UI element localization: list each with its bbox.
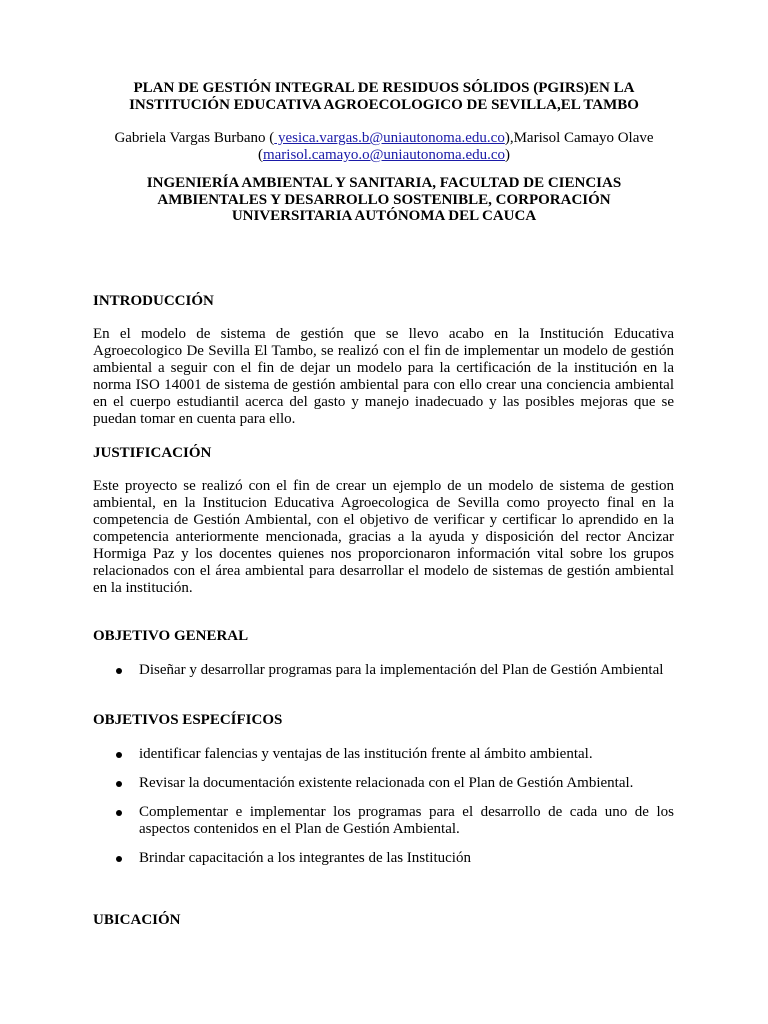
- list-item: [93, 850, 674, 867]
- authors-block: [90, 130, 678, 164]
- list-item: [93, 804, 674, 838]
- document-title: [90, 80, 678, 114]
- author-2-email-link[interactable]: marisol.camayo.o@uniautonoma.edu.co: [262, 147, 506, 163]
- bullet-icon: [116, 810, 122, 816]
- affiliation-line-3: UNIVERSITARIA AUTÓNOMA DEL CAUCA: [231, 208, 537, 224]
- bullet-icon: [116, 752, 122, 758]
- bullet-icon: [116, 856, 122, 862]
- objetivos-especificos-heading: OBJETIVOS ESPECÍFICOS: [93, 712, 283, 728]
- affiliation-line-2: AMBIENTALES Y DESARROLLO SOSTENIBLE, CORPORACIÓN: [157, 191, 611, 208]
- open-paren: (: [257, 147, 263, 163]
- title-line-2: INSTITUCIÓN EDUCATIVA AGROECOLOGICO DE SEVILLA,EL TAMBO: [129, 97, 639, 113]
- affiliation-line-1: INGENIERÍA AMBIENTAL Y SANITARIA, FACULTAD DE CIENCIAS: [146, 175, 622, 191]
- list-item-text: Complementar e implementar los programas para el desarrollo de cada uno de los aspectos contenidos en el Plan de Gestión Ambiental.: [139, 804, 674, 837]
- author-separator: ),Marisol Camayo Olave: [504, 130, 654, 146]
- list-item: [93, 662, 674, 679]
- justificacion-paragraph: Este proyecto se realizó con el fin de crear un ejemplo de un modelo de sistema de gestion ambiental, en la Institucion Educativa Agroecologica de Sevilla como proyecto final en la competencia de Gestión Ambiental, con el objetivo de verificar y certificar lo aprendido en la competencia anteriormente mencionada, gracias a la ayuda y disposición del rector Ancizar Hormiga Paz y los docentes quienes nos proporcionaron información vital sobre los grupos relacionados con el área ambiental para desarrollar el modelo de sistemas de gestión ambiental en la institución.: [93, 478, 674, 596]
- close-paren: ): [505, 147, 511, 163]
- objetivo-general-list: [93, 662, 674, 691]
- bullet-icon: [116, 781, 122, 787]
- list-item-text: Revisar la documentación existente relacionada con el Plan de Gestión Ambiental.: [139, 775, 634, 791]
- bullet-icon: [116, 668, 122, 674]
- list-item: [93, 746, 674, 763]
- objetivos-especificos-list: [93, 746, 674, 879]
- title-line-1: PLAN DE GESTIÓN INTEGRAL DE RESIDUOS SÓLIDOS (PGIRS)EN LA: [133, 80, 635, 96]
- objetivo-general-heading: OBJETIVO GENERAL: [93, 628, 249, 644]
- introduccion-heading: INTRODUCCIÓN: [93, 293, 214, 309]
- list-item-text: Diseñar y desarrollar programas para la implementación del Plan de Gestión Ambiental: [139, 662, 664, 678]
- affiliation-block: [90, 175, 678, 225]
- author-1-name: Gabriela Vargas Burbano (: [114, 130, 275, 146]
- introduccion-paragraph: En el modelo de sistema de gestión que se llevo acabo en la Institución Educativa Agroecologico De Sevilla El Tambo, se realizó con el fin de implementar un modelo de gestión ambiental a seguir con el fin de dejar un modelo para la certificación de la institución en la norma ISO 14001 de sistema de gestión ambiental para con ello crear una conciencia ambiental en el cuerpo estudiantil acerca del gasto y manejo inadecuado y las posibles mejoras que se puedan tomar en cuenta para ello.: [93, 326, 674, 427]
- list-item-text: Brindar capacitación a los integrantes de las Institución: [139, 850, 471, 866]
- justificacion-heading: JUSTIFICACIÓN: [93, 445, 212, 461]
- list-item-text: identificar falencias y ventajas de las institución frente al ámbito ambiental.: [139, 746, 593, 762]
- ubicacion-heading: UBICACIÓN: [93, 912, 181, 928]
- author-1-email-link[interactable]: yesica.vargas.b@uniautonoma.edu.co: [274, 130, 505, 146]
- list-item: [93, 775, 674, 792]
